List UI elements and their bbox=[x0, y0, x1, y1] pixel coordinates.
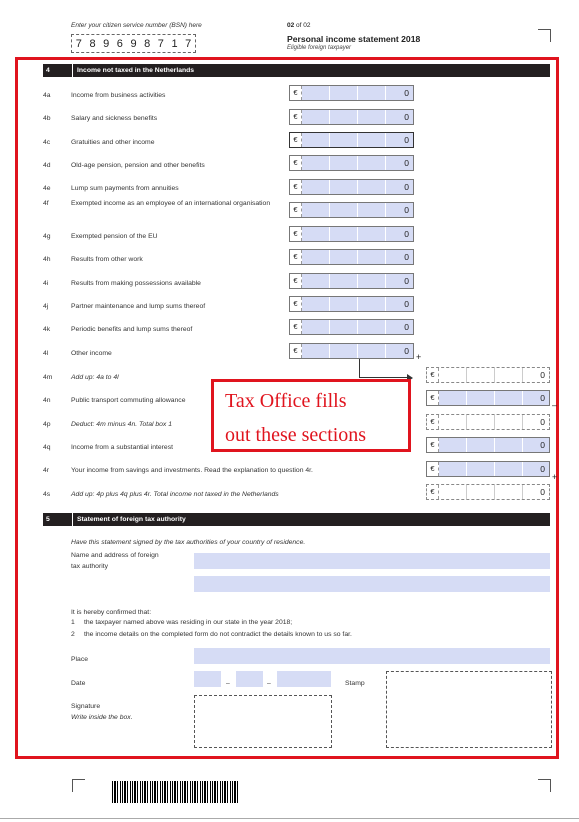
section-divider bbox=[72, 64, 73, 77]
section-divider bbox=[72, 513, 73, 526]
row-label-4k: Periodic benefits and lump sums thereof bbox=[71, 326, 193, 333]
amount-field-4m[interactable] bbox=[426, 367, 550, 383]
row-label-4n: Public transport commuting allowance bbox=[71, 397, 186, 404]
row-code-4k: 4k bbox=[43, 326, 51, 333]
euro-sign: € bbox=[290, 156, 302, 170]
citizen-digit: 7 bbox=[75, 37, 82, 50]
authority-address-field[interactable] bbox=[194, 576, 550, 592]
citizen-digit: 1 bbox=[171, 37, 178, 50]
citizen-digit: 7 bbox=[185, 37, 192, 50]
date-year-field[interactable] bbox=[277, 671, 331, 687]
citizen-digit: 8 bbox=[89, 37, 96, 50]
form-subtitle: Eligible foreign taxpayer bbox=[287, 45, 352, 51]
date-month-field[interactable] bbox=[236, 671, 263, 687]
row-code-4a: 4a bbox=[43, 92, 51, 99]
date-separator: – bbox=[267, 680, 271, 687]
citizen-digit: 9 bbox=[130, 37, 137, 50]
authority-name-label-1: Name and address of foreign bbox=[71, 552, 159, 559]
euro-sign: € bbox=[427, 485, 439, 499]
amount-field-4c[interactable] bbox=[289, 132, 414, 148]
confirm-item-2: the income details on the completed form do not contradict the details known to us so far. bbox=[84, 631, 352, 638]
citizen-number-label: Enter your citizen service number (BSN) here bbox=[71, 22, 202, 29]
plus-sign: + bbox=[552, 472, 558, 482]
amount-value: 0 bbox=[302, 203, 413, 217]
amount-value: 0 bbox=[302, 250, 413, 264]
row-code-4g: 4g bbox=[43, 233, 51, 240]
amount-value: 0 bbox=[302, 156, 413, 170]
section-4-title: Income not taxed in the Netherlands bbox=[77, 67, 195, 74]
page-total: of 02 bbox=[296, 22, 311, 29]
row-code-4q: 4q bbox=[43, 444, 51, 451]
amount-field-4f[interactable] bbox=[289, 202, 414, 218]
euro-sign: € bbox=[290, 344, 302, 358]
row-label-4q: Income from a substantial interest bbox=[71, 444, 173, 451]
row-label-4b: Salary and sickness benefits bbox=[71, 115, 158, 122]
row-code-4l: 4l bbox=[43, 350, 49, 357]
amount-field-4e[interactable] bbox=[289, 179, 414, 195]
euro-sign: € bbox=[290, 250, 302, 264]
sum-connector bbox=[359, 359, 360, 377]
row-label-4h: Results from other work bbox=[71, 256, 143, 263]
amount-field-4i[interactable] bbox=[289, 273, 414, 289]
date-separator: – bbox=[226, 680, 230, 687]
place-field[interactable] bbox=[194, 648, 550, 664]
minus-sign: – bbox=[552, 400, 558, 410]
crop-mark-bottom-right bbox=[538, 779, 551, 792]
page-number bbox=[287, 22, 311, 29]
euro-sign: € bbox=[290, 297, 302, 311]
row-label-4l: Other income bbox=[71, 350, 112, 357]
euro-sign: € bbox=[427, 368, 439, 382]
signature-label: Signature bbox=[71, 703, 101, 710]
row-code-4n: 4n bbox=[43, 397, 51, 404]
place-label: Place bbox=[71, 656, 89, 663]
plus-sign: + bbox=[416, 352, 422, 362]
sum-connector-arrow bbox=[359, 377, 408, 378]
crop-mark-bottom-left bbox=[72, 779, 85, 792]
row-label-4p: Deduct: 4m minus 4n. Total box 1 bbox=[71, 421, 173, 428]
row-code-4d: 4d bbox=[43, 162, 51, 169]
amount-value: 0 bbox=[439, 391, 549, 405]
amount-value: 0 bbox=[302, 133, 413, 147]
amount-value: 0 bbox=[439, 438, 549, 452]
euro-sign: € bbox=[290, 227, 302, 241]
citizen-digit: 9 bbox=[103, 37, 110, 50]
amount-value: 0 bbox=[302, 297, 413, 311]
euro-sign: € bbox=[290, 86, 302, 100]
row-label-4m: Add up: 4a to 4l bbox=[71, 374, 119, 381]
section-5-title: Statement of foreign tax authority bbox=[77, 516, 186, 523]
amount-field-4j[interactable] bbox=[289, 296, 414, 312]
row-label-4e: Lump sum payments from annuities bbox=[71, 185, 179, 192]
amount-field-4h[interactable] bbox=[289, 249, 414, 265]
barcode-icon bbox=[112, 781, 238, 803]
row-label-4f: Exempted income as an employee of an international organisation bbox=[71, 200, 271, 207]
amount-field-4l[interactable] bbox=[289, 343, 414, 359]
date-label: Date bbox=[71, 680, 86, 687]
page-current: 02 bbox=[287, 22, 295, 29]
row-code-4b: 4b bbox=[43, 115, 51, 122]
amount-value: 0 bbox=[302, 227, 413, 241]
amount-field-4n[interactable] bbox=[426, 390, 550, 406]
authority-name-field[interactable] bbox=[194, 553, 550, 569]
crop-mark-top-right bbox=[538, 29, 551, 42]
confirm-item-1-number: 1 bbox=[71, 619, 75, 626]
amount-value: 0 bbox=[302, 344, 413, 358]
row-label-4d: Old-age pension, pension and other benefits bbox=[71, 162, 205, 169]
citizen-digit: 8 bbox=[144, 37, 151, 50]
signature-box[interactable] bbox=[194, 695, 332, 748]
amount-field-4k[interactable] bbox=[289, 319, 414, 335]
section-4-header bbox=[43, 64, 550, 77]
section-5-header bbox=[43, 513, 550, 526]
date-day-field[interactable] bbox=[194, 671, 221, 687]
amount-value: 0 bbox=[439, 415, 549, 429]
euro-sign: € bbox=[290, 180, 302, 194]
euro-sign: € bbox=[427, 415, 439, 429]
amount-field-4q[interactable] bbox=[426, 437, 550, 453]
tax-office-callout bbox=[211, 379, 411, 452]
stamp-label: Stamp bbox=[345, 680, 365, 687]
amount-value: 0 bbox=[439, 462, 549, 476]
amount-field-4a[interactable] bbox=[289, 85, 414, 101]
citizen-digit: 7 bbox=[157, 37, 164, 50]
euro-sign: € bbox=[290, 110, 302, 124]
euro-sign: € bbox=[290, 320, 302, 334]
euro-sign: € bbox=[427, 462, 439, 476]
amount-value: 0 bbox=[302, 320, 413, 334]
row-label-4g: Exempted pension of the EU bbox=[71, 233, 158, 240]
row-label-4r: Your income from savings and investments. Read the explanation to question 4r. bbox=[71, 467, 313, 474]
euro-sign: € bbox=[290, 133, 302, 147]
row-code-4f: 4f bbox=[43, 200, 49, 207]
amount-value: 0 bbox=[439, 368, 549, 382]
form-title: Personal income statement 2018 bbox=[287, 34, 421, 44]
row-label-4j: Partner maintenance and lump sums thereof bbox=[71, 303, 206, 310]
signature-hint: Write inside the box. bbox=[71, 714, 133, 721]
row-code-4r: 4r bbox=[43, 467, 50, 474]
citizen-number-field[interactable] bbox=[71, 34, 196, 53]
row-label-4s: Add up: 4p plus 4q plus 4r. Total income not taxed in the Netherlands bbox=[71, 491, 279, 498]
row-code-4c: 4c bbox=[43, 139, 51, 146]
confirm-item-1: the taxpayer named above was residing in our state in the year 2018; bbox=[84, 619, 293, 626]
row-code-4e: 4e bbox=[43, 185, 51, 192]
euro-sign: € bbox=[427, 391, 439, 405]
section-5-number: 5 bbox=[46, 516, 50, 523]
section-4-number: 4 bbox=[46, 67, 50, 74]
row-code-4p: 4p bbox=[43, 421, 51, 428]
callout-line-1: Tax Office fills bbox=[225, 390, 347, 412]
amount-value: 0 bbox=[302, 274, 413, 288]
callout-line-2: out these sections bbox=[225, 424, 367, 446]
confirm-intro: It is hereby confirmed that: bbox=[71, 609, 152, 616]
stamp-box[interactable] bbox=[386, 671, 552, 748]
row-code-4h: 4h bbox=[43, 256, 51, 263]
row-label-4i: Results from making possessions available bbox=[71, 280, 201, 287]
citizen-digit: 6 bbox=[116, 37, 123, 50]
authority-name-label-2: tax authority bbox=[71, 563, 109, 570]
section-5-instruction: Have this statement signed by the tax authorities of your country of residence. bbox=[71, 539, 306, 546]
row-code-4j: 4j bbox=[43, 303, 49, 310]
row-label-4a: Income from business activities bbox=[71, 92, 166, 99]
amount-field-4p[interactable] bbox=[426, 414, 550, 430]
amount-value: 0 bbox=[302, 180, 413, 194]
euro-sign: € bbox=[290, 274, 302, 288]
amount-field-4r[interactable] bbox=[426, 461, 550, 477]
confirm-item-2-number: 2 bbox=[71, 631, 75, 638]
amount-value: 0 bbox=[302, 110, 413, 124]
amount-field-4s[interactable] bbox=[426, 484, 550, 500]
amount-field-4b[interactable] bbox=[289, 109, 414, 125]
row-code-4s: 4s bbox=[43, 491, 51, 498]
amount-field-4g[interactable] bbox=[289, 226, 414, 242]
row-label-4c: Gratuities and other income bbox=[71, 139, 155, 146]
amount-value: 0 bbox=[302, 86, 413, 100]
row-code-4i: 4i bbox=[43, 280, 49, 287]
euro-sign: € bbox=[427, 438, 439, 452]
amount-field-4d[interactable] bbox=[289, 155, 414, 171]
amount-value: 0 bbox=[439, 485, 549, 499]
page-bottom-divider bbox=[0, 818, 579, 819]
euro-sign: € bbox=[290, 203, 302, 217]
row-code-4m: 4m bbox=[43, 374, 53, 381]
